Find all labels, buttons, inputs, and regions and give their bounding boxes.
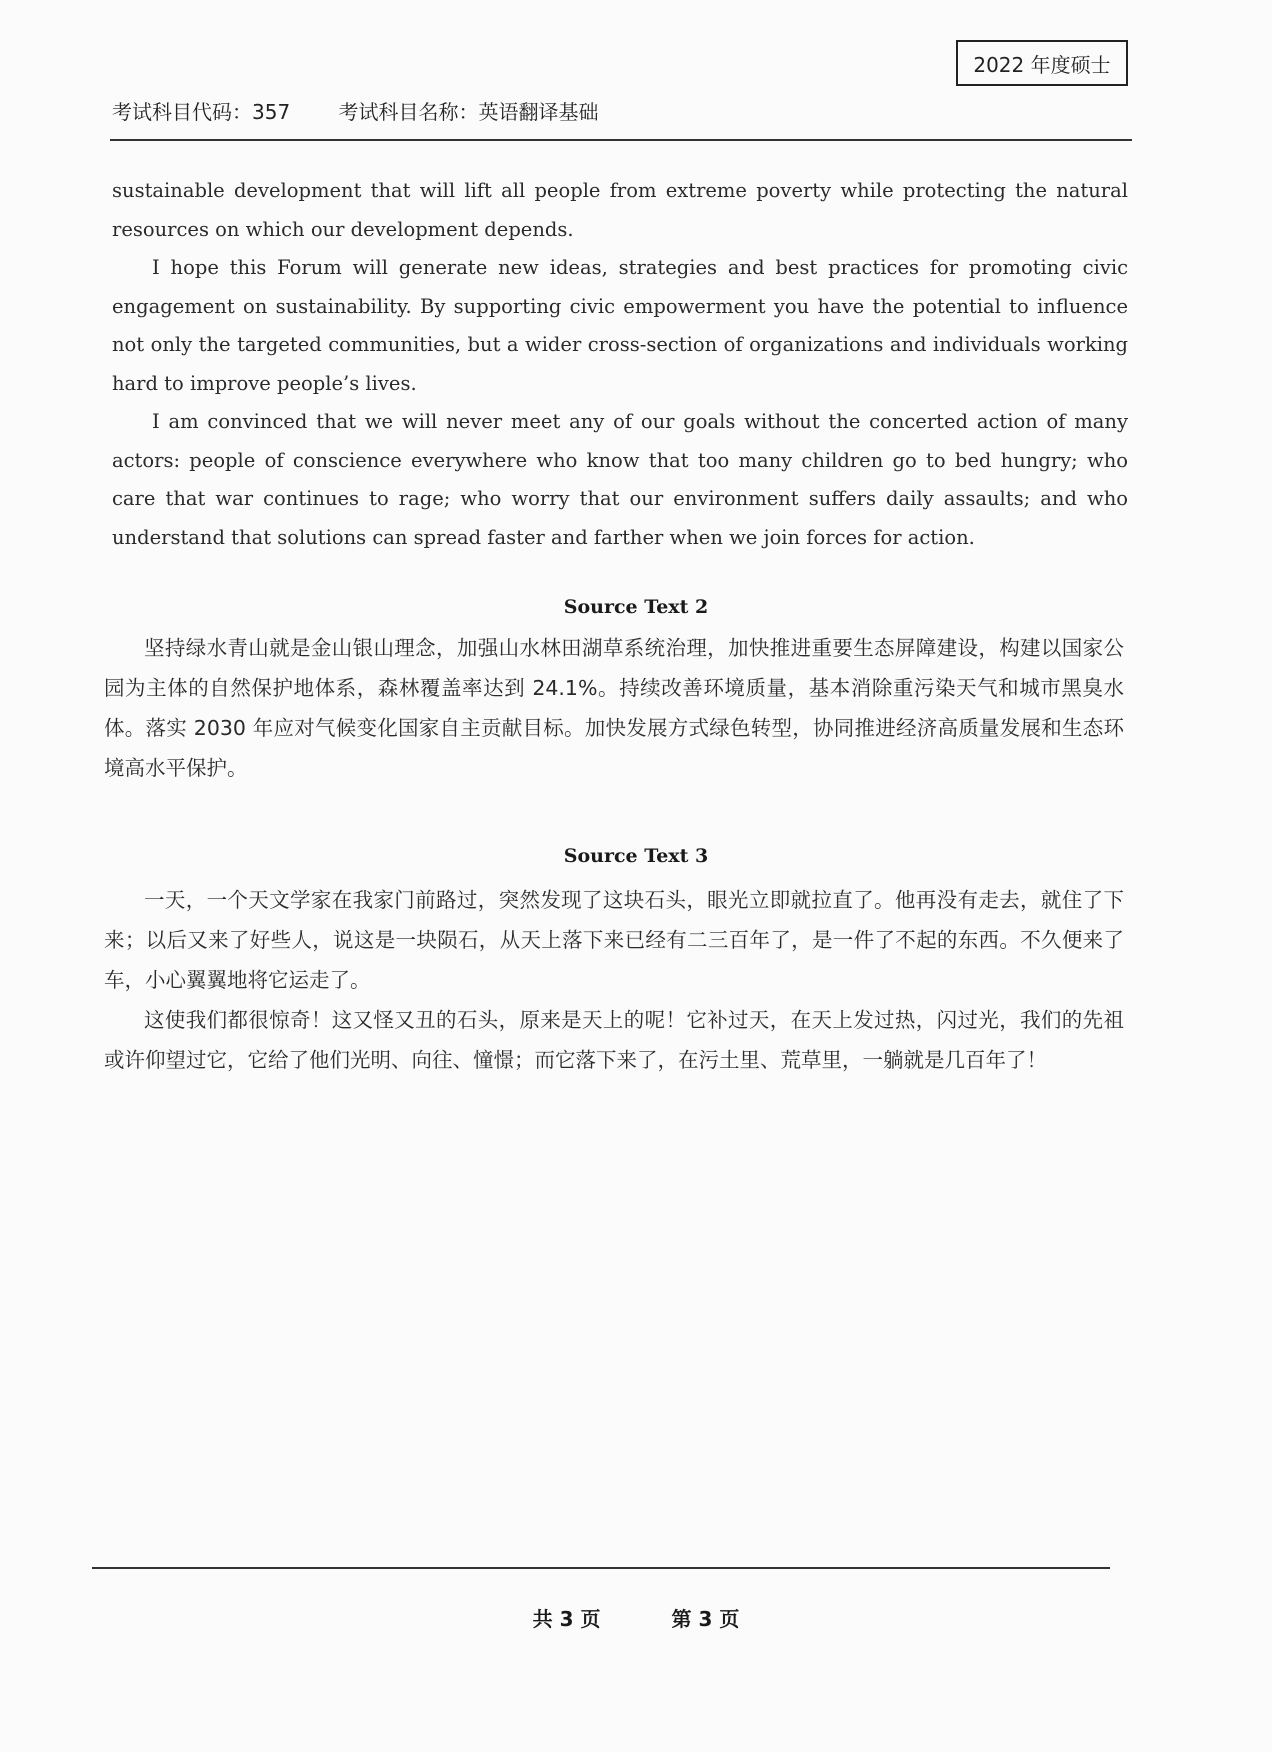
english-paragraph: I am convinced that we will never meet any of our goals without the concerted action of many actors: people of conscience everywhere who know that too many children go to bed hungry; who care that war continues to rage; who worry that our environment suffers daily assaults; and who understand that solutions can spread faster and farther when we join forces for action. xyxy=(112,410,1128,549)
total-pages: 共 3 页 xyxy=(532,1607,601,1631)
source-text-3-title: Source Text 3 xyxy=(563,845,709,867)
english-passage xyxy=(112,172,1128,557)
exam-year-label: 2022 年度硕士 xyxy=(973,52,1111,77)
english-paragraph: sustainable development that will lift all people from extreme poverty while protecting the natural resources on which our development depends. xyxy=(112,179,1128,241)
subject-code: 考试科目代码：357 xyxy=(112,100,291,124)
page-footer xyxy=(0,1603,1272,1632)
footer-divider xyxy=(92,1567,1110,1569)
chinese-paragraph: 这使我们都很惊奇！这又怪又丑的石头，原来是天上的呢！它补过天，在天上发过热，闪过光，我们的先祖或许仰望过它，它给了他们光明、向往、憧憬；而它落下来了，在污土里、荒草里，一躺就是几百年了！ xyxy=(104,1008,1124,1072)
header-divider xyxy=(110,139,1132,141)
exam-year-badge xyxy=(956,40,1128,86)
chinese-paragraph: 一天，一个天文学家在我家门前路过，突然发现了这块石头，眼光立即就拉直了。他再没有走去，就住了下来；以后又来了好些人，说这是一块陨石，从天上落下来已经有二三百年了，是一件了不起的东西。不久便来了车，小心翼翼地将它运走了。 xyxy=(104,888,1124,992)
current-page: 第 3 页 xyxy=(671,1607,740,1631)
english-paragraph: I hope this Forum will generate new ideas, strategies and best practices for promoting civic engagement on sustainability. By supporting civic empowerment you have the potential to influence not only the targeted communities, but a wider cross-section of organizations and individuals working hard to improve people’s lives. xyxy=(112,256,1128,395)
exam-header xyxy=(112,96,599,125)
source-text-2-title: Source Text 2 xyxy=(563,596,709,618)
source-text-2-body xyxy=(104,628,1124,788)
chinese-paragraph: 坚持绿水青山就是金山银山理念，加强山水林田湖草系统治理，加快推进重要生态屏障建设，构建以国家公园为主体的自然保护地体系，森林覆盖率达到 24.1%。持续改善环境质量，基本消除重污染天气和城市黑臭水体。落实 2030 年应对气候变化国家自主贡献目标。加快发展方式绿色转型，协同推进经济高质量发展和生态环境高水平保护。 xyxy=(104,636,1124,780)
subject-name: 考试科目名称：英语翻译基础 xyxy=(338,100,599,124)
source-text-3-body xyxy=(104,880,1124,1080)
